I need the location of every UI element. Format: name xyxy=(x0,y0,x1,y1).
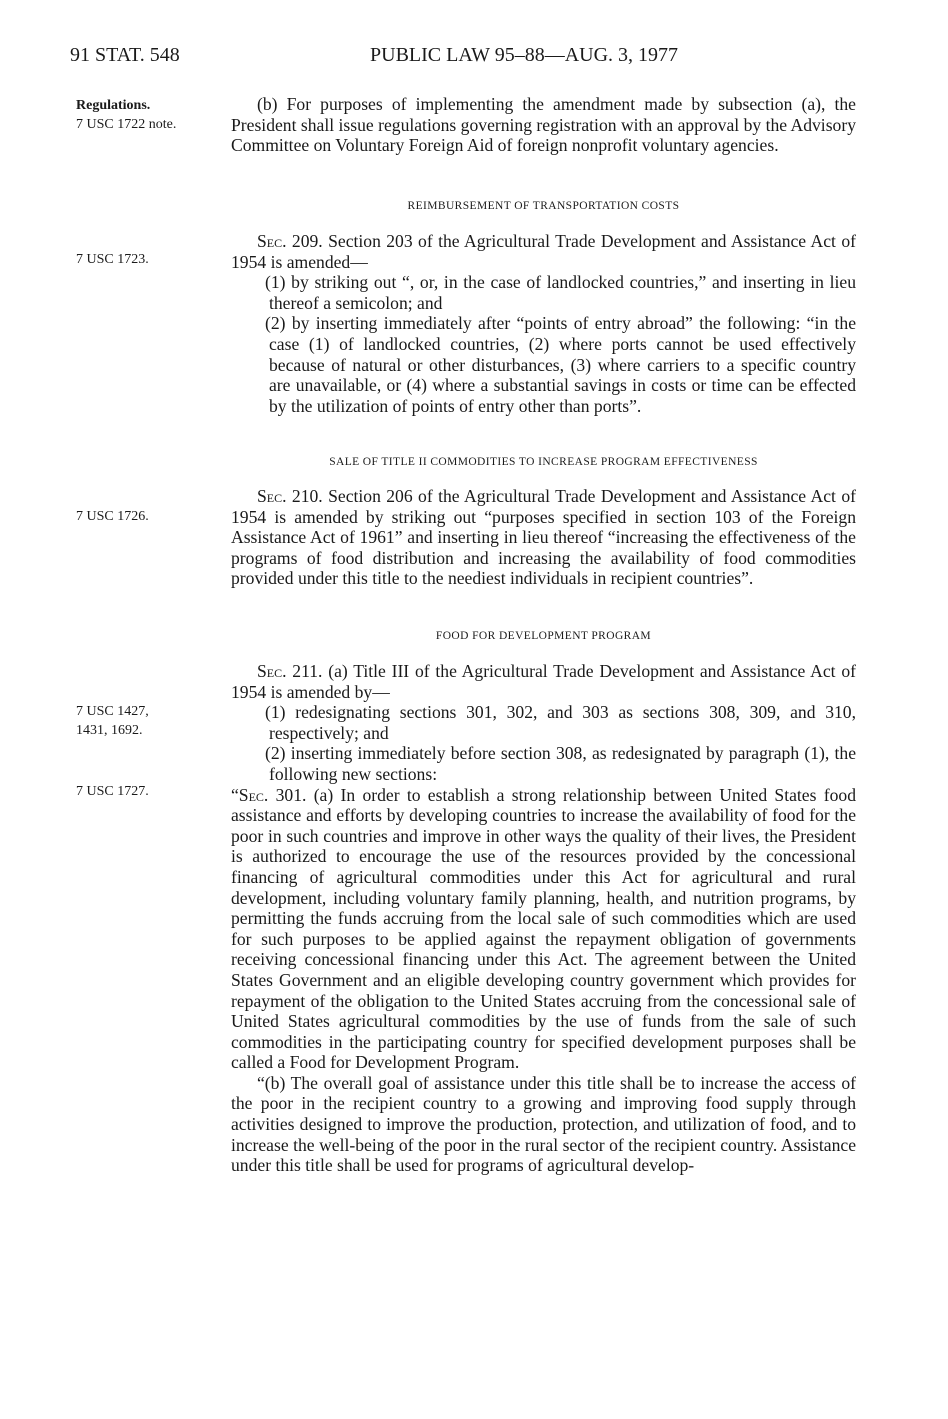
section-heading: FOOD FOR DEVELOPMENT PROGRAM xyxy=(435,630,652,642)
clause-2: (2) inserting immediately before section 308, as redesignated by paragraph (1), the following new sections: xyxy=(265,743,856,784)
margin-note-cite: 7 USC 1722 note. xyxy=(76,117,177,132)
section-text: (a) In order to establish a strong relationship between United States food assistance and efforts by developing countries to increase the availability of food for the poor in such countries and improve in other ways the quality of their lives, the President is authorized to encourage the use of the resources provided by the concessional financing of agricultural commodities under this Act for agricultural and rural development, including voluntary family planning, health, and nutrition programs, by permitting the funds accruing from the local sale of such commodities which are used for such purposes to be applied against the repayment obligation of governments receiving concessional financing under this Act. The agreement between the United States Government and an eligible developing country government which provides for repayment of the obligation to the United States accruing from the concessional sale of United States agricultural commodities by the use of funds from the sale of such commodities in the participating country for specified development purposes shall be called a Food for Development Program. xyxy=(231,784,856,1073)
section-text: Section 206 of the Agricultural Trade Development and Assistance Act of 1954 is amended by striking out “purposes specified in section 103 of the Foreign Assistance Act of 1961” and inserting in lieu thereof “increasing the effectiveness of the programs of food distribution and increasing the availability of food commodities provided under this title to the neediest individuals in recipient countries”. xyxy=(231,486,856,589)
statute-page-number: 91 STAT. 548 xyxy=(70,44,180,66)
section-heading: SALE OF TITLE II COMMODITIES TO INCREASE PROGRAM EFFECTIVENESS xyxy=(329,456,758,468)
margin-note-cite: 7 USC 1726. xyxy=(76,509,149,524)
section-211 xyxy=(231,661,856,1176)
clause-2: (2) by inserting immediately after “points of entry abroad” the following: “in the case (1) of landlocked countries, (2) where ports cannot be used effectively because of natural or other disturbances, (3) where carriers to a specific country are unavailable, or (4) where a substantial savings in costs or time can be effected by the utilization of points of entry other than ports”. xyxy=(265,313,856,416)
paragraph-b xyxy=(231,94,856,156)
section-label: Sec. 209. xyxy=(257,231,323,251)
margin-note-cite: 1431, 1692. xyxy=(76,723,143,738)
clause-1: (1) by striking out “, or, in the case of landlocked countries,” and inserting in lieu thereof a semicolon; and xyxy=(265,272,856,313)
clause-1: (1) redesignating sections 301, 302, and 303 as sections 308, 309, and 310, respectively; and xyxy=(265,702,856,743)
margin-note-cite: 7 USC 1427, xyxy=(76,704,149,719)
section-label: Sec. 211. xyxy=(257,661,323,681)
section-text: Section 203 of the Agricultural Trade Development and Assistance Act of 1954 is amended— xyxy=(231,231,856,272)
section-210 xyxy=(231,486,856,589)
section-label: “Sec. 301. xyxy=(231,784,307,805)
section-label: Sec. 210. xyxy=(257,486,323,506)
margin-note-regulations: Regulations. xyxy=(76,98,151,113)
margin-note-cite: 7 USC 1723. xyxy=(76,252,149,267)
subsection-b: “(b) The overall goal of assistance under this title shall be to increase the access of the poor in the recipient country to a growing and improving food supply through activities designed to improve the production, protection, and utilization of food, and to increase the well-being of the poor in the rural sector of the recipient country. Assistance under this title shall be used for programs of agricultural develop- xyxy=(231,1072,856,1176)
margin-note-cite: 7 USC 1727. xyxy=(76,784,149,799)
public-law-header: PUBLIC LAW 95–88—AUG. 3, 1977 xyxy=(370,44,679,66)
section-heading: REIMBURSEMENT OF TRANSPORTATION COSTS xyxy=(407,200,680,212)
section-text: (a) Title III of the Agricultural Trade Development and Assistance Act of 1954 is amended by— xyxy=(231,661,856,702)
paragraph-text: (b) For purposes of implementing the amendment made by subsection (a), the President shall issue regulations governing registration with an approval by the Advisory Committee on Voluntary Foreign Aid of foreign nonprofit voluntary agencies. xyxy=(231,94,856,156)
section-209 xyxy=(231,231,856,416)
